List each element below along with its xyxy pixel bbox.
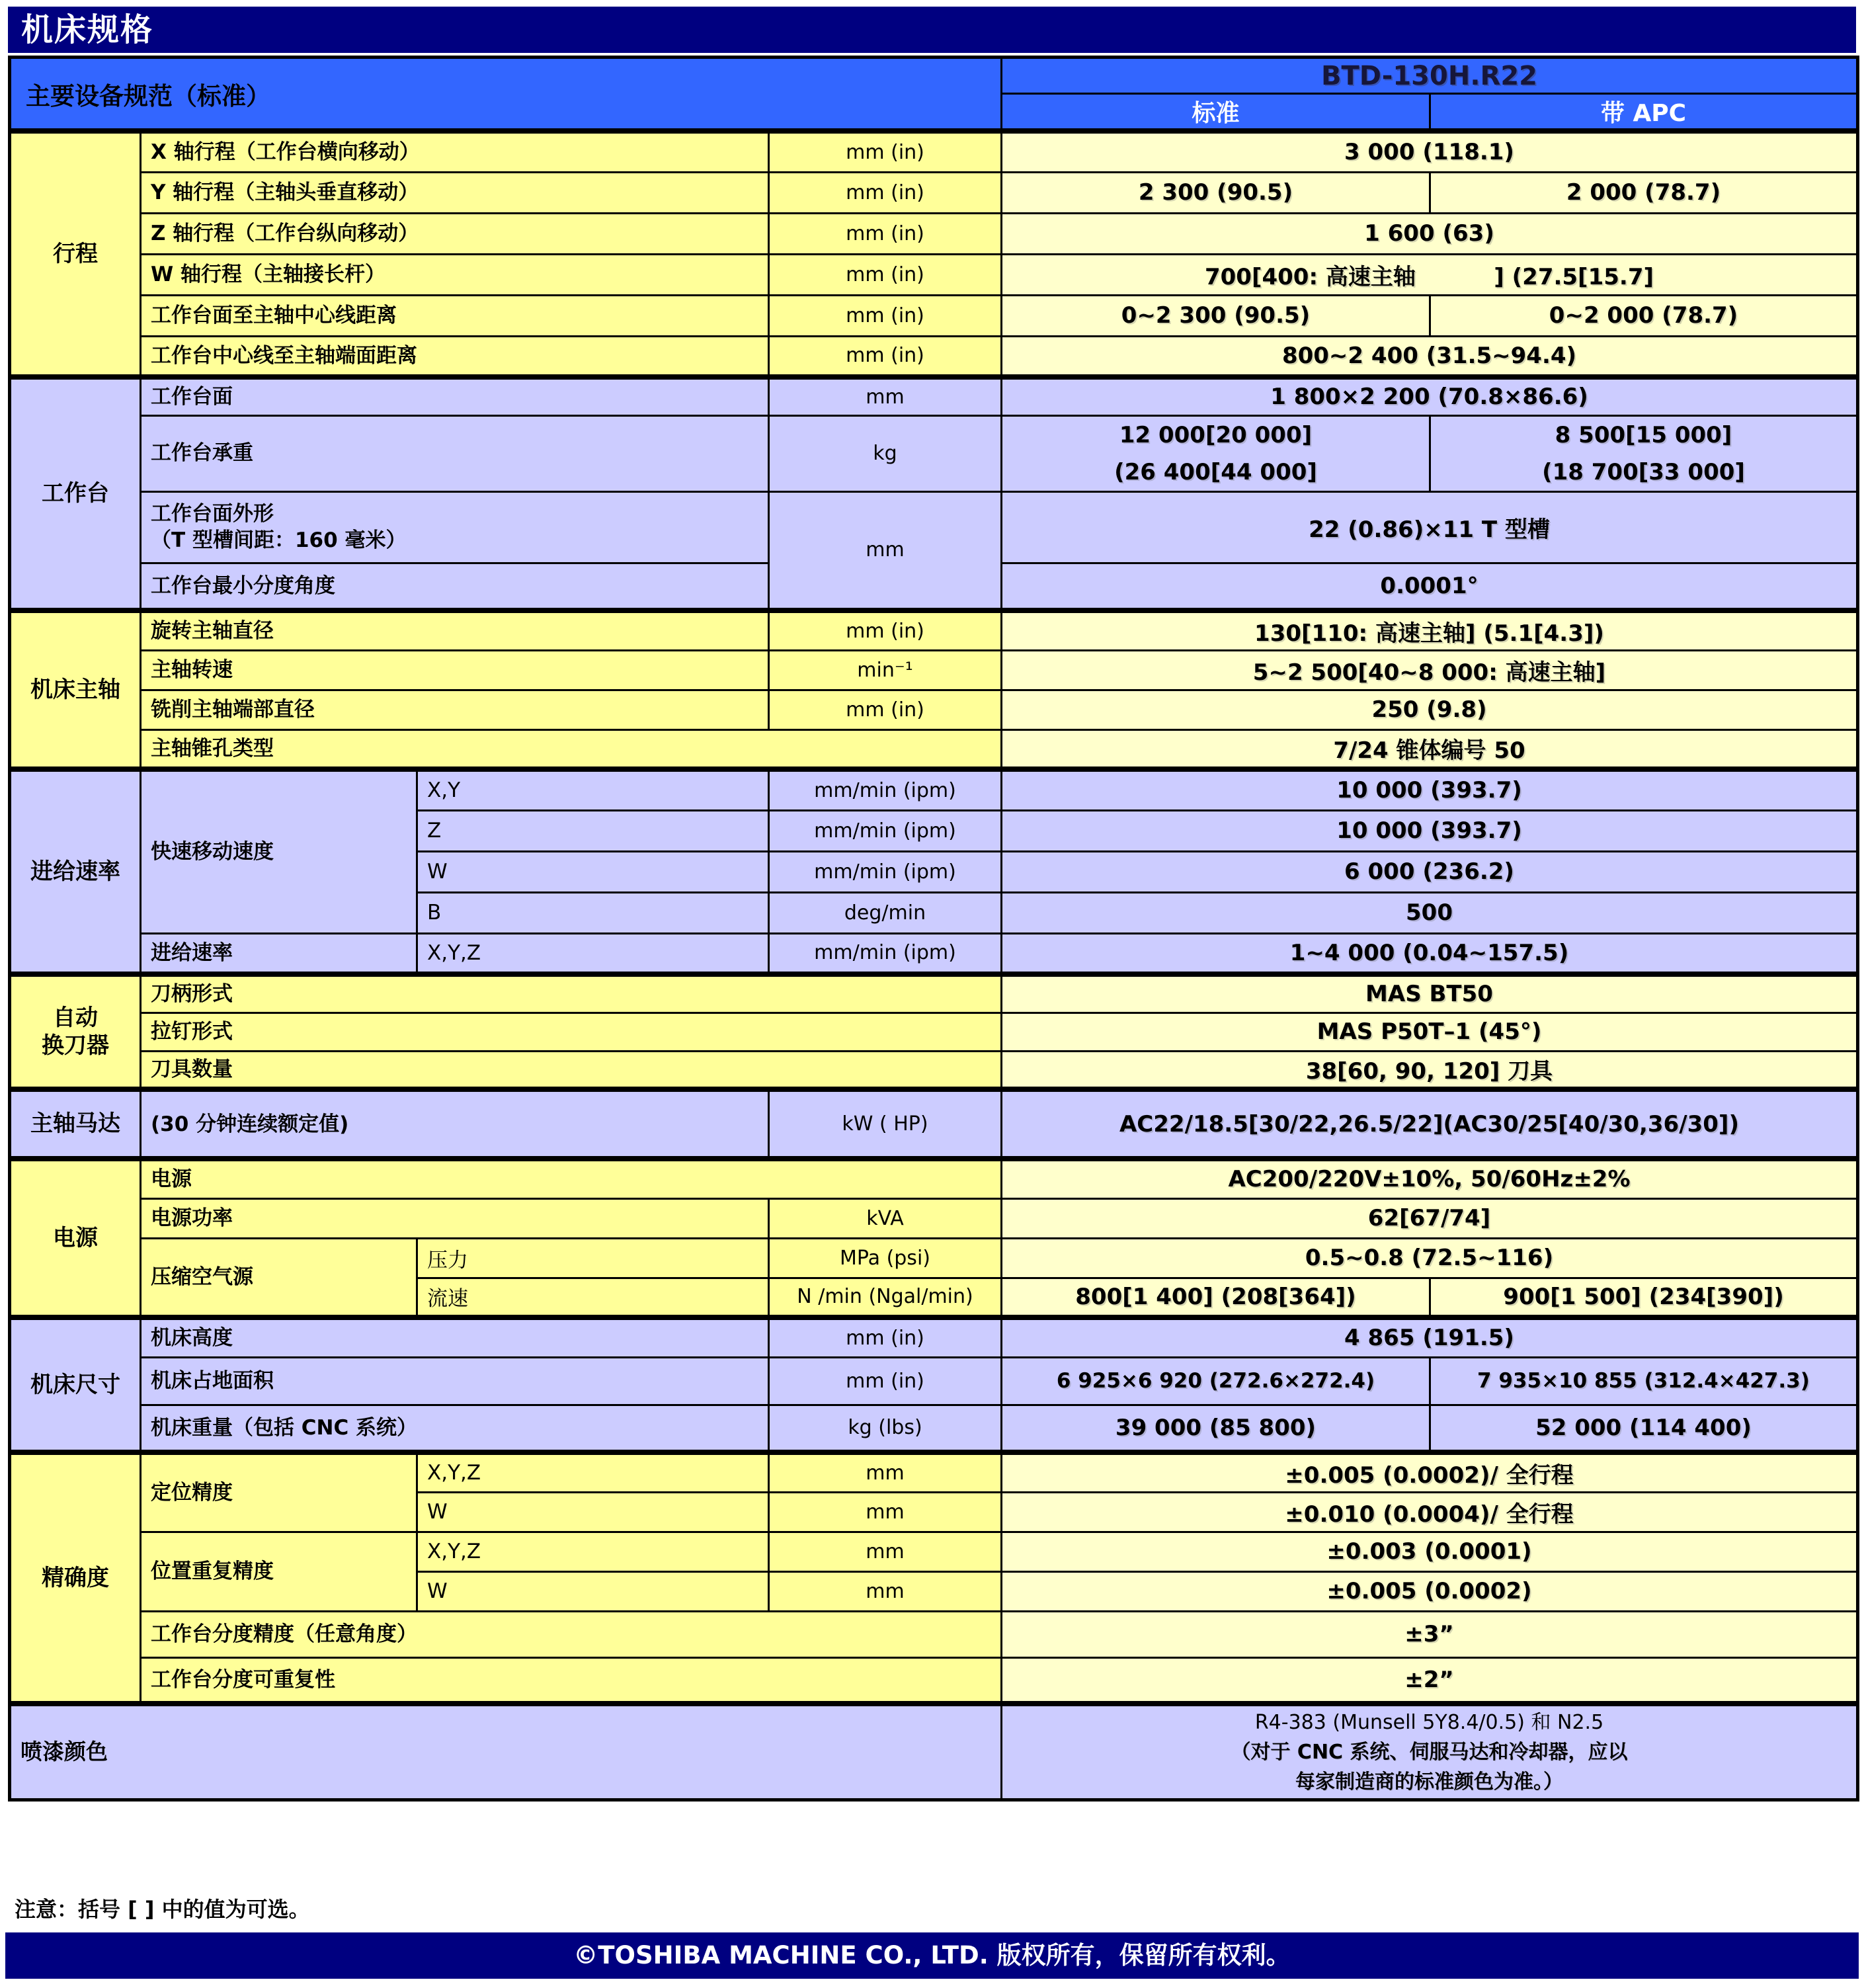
- accuracy-group2-label: 位置重复精度: [141, 1532, 417, 1611]
- accuracy-group1-label: 定位精度: [141, 1452, 417, 1532]
- section-label-dimensions: 机床尺寸: [10, 1317, 141, 1452]
- power-3-value-std: 800[1 400] (208[364]): [1002, 1278, 1430, 1317]
- footnote: 注意：括号 [ ] 中的值为可选。: [15, 1897, 310, 1922]
- travel-2-item: Z 轴行程（工作台纵向移动）: [141, 213, 769, 254]
- feed-0-unit: mm/min (ipm): [769, 769, 1002, 810]
- feed-4-item: 进给速率: [141, 933, 417, 974]
- power-0-value: AC200/220V±10%, 50/60Hz±2%: [1002, 1159, 1858, 1198]
- dims-1-value-std: 6 925×6 920 (272.6×272.4): [1002, 1357, 1430, 1405]
- power-0-item: 电源: [141, 1159, 1002, 1198]
- section-label-accuracy: 精确度: [10, 1452, 141, 1704]
- travel-2-unit: mm (in): [769, 213, 1002, 254]
- spindle-3-item: 主轴锥孔类型: [141, 729, 1002, 769]
- worktable-1-unit: kg: [769, 415, 1002, 491]
- atc-label-line2: 换刀器: [42, 1032, 109, 1059]
- feed-2-unit: mm/min (ipm): [769, 851, 1002, 892]
- power-air-label: 压缩空气源: [141, 1238, 417, 1317]
- spindle-0-value: 130[110: 高速主轴] (5.1[4.3]): [1002, 610, 1858, 650]
- travel-4-item: 工作台面至主轴中心线距离: [141, 295, 769, 336]
- accuracy-0-sub: X,Y,Z: [417, 1452, 769, 1492]
- dims-2-value-std: 39 000 (85 800): [1002, 1405, 1430, 1452]
- spindle-0-unit: mm (in): [769, 610, 1002, 650]
- spindle-3-value: 7/24 锥体编号 50: [1002, 729, 1858, 769]
- worktable-3-value: 0.0001°: [1002, 563, 1858, 610]
- feed-4-sub: X,Y,Z: [417, 933, 769, 974]
- worktable-0-unit: mm: [769, 377, 1002, 415]
- accuracy-2-value: ±0.003 (0.0001): [1002, 1532, 1858, 1571]
- atc-1-item: 拉钉形式: [141, 1013, 1002, 1051]
- travel-5-item: 工作台中心线至主轴端面距离: [141, 336, 769, 377]
- worktable-1-value-apc-line2: (18 700[33 000]: [1542, 458, 1745, 485]
- travel-5-unit: mm (in): [769, 336, 1002, 377]
- feed-4-unit: mm/min (ipm): [769, 933, 1002, 974]
- atc-2-value: 38[60, 90, 120] 刀具: [1002, 1051, 1858, 1089]
- dims-2-item: 机床重量（包括 CNC 系统）: [141, 1405, 769, 1452]
- accuracy-0-value: ±0.005 (0.0002)/ 全行程: [1002, 1452, 1858, 1492]
- travel-5-value: 800~2 400 (31.5~94.4): [1002, 336, 1858, 377]
- dims-2-unit: kg (lbs): [769, 1405, 1002, 1452]
- paint-value: [1002, 1704, 1858, 1800]
- power-2-unit: MPa (psi): [769, 1238, 1002, 1278]
- motor-item: (30 分钟连续额定值): [141, 1089, 769, 1159]
- spec-table: [8, 56, 1859, 1802]
- spindle-0-item: 旋转主轴直径: [141, 610, 769, 650]
- accuracy-3-sub: W: [417, 1571, 769, 1611]
- travel-1-unit: mm (in): [769, 172, 1002, 213]
- power-3-unit: N /min (Ngal/min): [769, 1278, 1002, 1317]
- worktable-2-item: [141, 491, 769, 563]
- worktable-1-value-std-line2: (26 400[44 000]: [1114, 458, 1317, 485]
- atc-label-line1: 自动: [53, 1004, 98, 1031]
- accuracy-2-sub: X,Y,Z: [417, 1532, 769, 1571]
- feed-3-sub: B: [417, 892, 769, 933]
- travel-1-value-std: 2 300 (90.5): [1002, 172, 1430, 213]
- motor-unit: kW ( HP): [769, 1089, 1002, 1159]
- travel-3-unit: mm (in): [769, 254, 1002, 295]
- section-label-travel: 行程: [10, 131, 141, 377]
- power-1-item: 电源功率: [141, 1198, 769, 1238]
- travel-0-value: 3 000 (118.1): [1002, 131, 1858, 172]
- motor-value: AC22/18.5[30/22,26.5/22](AC30/25[40/30,36/30]): [1002, 1089, 1858, 1159]
- power-3-sub: 流速: [417, 1278, 769, 1317]
- accuracy-5-item: 工作台分度可重复性: [141, 1657, 1002, 1704]
- section-label-worktable: 工作台: [10, 377, 141, 610]
- accuracy-3-value: ±0.005 (0.0002): [1002, 1571, 1858, 1611]
- feed-3-value: 500: [1002, 892, 1858, 933]
- spindle-2-value: 250 (9.8): [1002, 690, 1858, 729]
- feed-group-label: 快速移动速度: [141, 769, 417, 933]
- worktable-2-item-line1: 工作台面外形: [151, 501, 274, 526]
- paint-value-line3: 每家制造商的标准颜色为准。）: [1295, 1770, 1563, 1794]
- dims-1-item: 机床占地面积: [141, 1357, 769, 1405]
- dims-0-value: 4 865 (191.5): [1002, 1317, 1858, 1357]
- page-title: 机床规格: [8, 7, 1856, 53]
- power-2-sub: 压力: [417, 1238, 769, 1278]
- travel-1-item: Y 轴行程（主轴头垂直移动）: [141, 172, 769, 213]
- travel-0-item: X 轴行程（工作台横向移动）: [141, 131, 769, 172]
- section-label-power: 电源: [10, 1159, 141, 1317]
- power-3-value-apc: 900[1 500] (234[390]): [1430, 1278, 1858, 1317]
- section-label-spindle: 机床主轴: [10, 610, 141, 769]
- spindle-2-unit: mm (in): [769, 690, 1002, 729]
- feed-3-unit: deg/min: [769, 892, 1002, 933]
- accuracy-0-unit: mm: [769, 1452, 1002, 1492]
- travel-4-unit: mm (in): [769, 295, 1002, 336]
- atc-0-item: 刀柄形式: [141, 974, 1002, 1013]
- atc-2-item: 刀具数量: [141, 1051, 1002, 1089]
- worktable-1-value-apc-line1: 8 500[15 000]: [1555, 421, 1732, 448]
- accuracy-1-value: ±0.010 (0.0004)/ 全行程: [1002, 1492, 1858, 1532]
- accuracy-5-value: ±2”: [1002, 1657, 1858, 1704]
- atc-1-value: MAS P50T–1 (45°): [1002, 1013, 1858, 1051]
- dims-1-unit: mm (in): [769, 1357, 1002, 1405]
- atc-0-value: MAS BT50: [1002, 974, 1858, 1013]
- dims-0-unit: mm (in): [769, 1317, 1002, 1357]
- accuracy-1-sub: W: [417, 1492, 769, 1532]
- section-label-feed: 进给速率: [10, 769, 141, 974]
- feed-2-sub: W: [417, 851, 769, 892]
- feed-0-sub: X,Y: [417, 769, 769, 810]
- section-label-paint: 喷漆颜色: [10, 1704, 1002, 1800]
- travel-3-value: 700[400: 高速主轴 ] (27.5[15.7]: [1002, 254, 1858, 295]
- paint-value-line1: R4-383 (Munsell 5Y8.4/0.5) 和 N2.5: [1254, 1710, 1604, 1734]
- worktable-3-item: 工作台最小分度角度: [141, 563, 769, 610]
- header-col-standard: 标准: [1002, 94, 1430, 132]
- header-col-apc: 带 APC: [1430, 94, 1858, 132]
- feed-4-value: 1~4 000 (0.04~157.5): [1002, 933, 1858, 974]
- accuracy-1-unit: mm: [769, 1492, 1002, 1532]
- worktable-1-value-std: [1002, 415, 1430, 491]
- travel-3-item: W 轴行程（主轴接长杆）: [141, 254, 769, 295]
- section-label-atc: [10, 974, 141, 1089]
- power-2-value: 0.5~0.8 (72.5~116): [1002, 1238, 1858, 1278]
- dims-0-item: 机床高度: [141, 1317, 769, 1357]
- copyright-bar: ©TOSHIBA MACHINE CO., LTD. 版权所有，保留所有权利。: [5, 1932, 1859, 1979]
- spindle-1-value: 5~2 500[40~8 000: 高速主轴]: [1002, 650, 1858, 690]
- dims-2-value-apc: 52 000 (114 400): [1430, 1405, 1858, 1452]
- worktable-2-item-line2: （T 型槽间距：160 毫米）: [151, 528, 407, 553]
- travel-4-value-apc: 0~2 000 (78.7): [1430, 295, 1858, 336]
- feed-1-unit: mm/min (ipm): [769, 810, 1002, 851]
- header-spec-label: 主要设备规范（标准）: [10, 58, 1002, 132]
- worktable-1-value-std-line1: 12 000[20 000]: [1119, 421, 1313, 448]
- travel-4-value-std: 0~2 300 (90.5): [1002, 295, 1430, 336]
- paint-value-line2: （对于 CNC 系统、伺服马达和冷却器，应以: [1231, 1740, 1628, 1764]
- feed-0-value: 10 000 (393.7): [1002, 769, 1858, 810]
- accuracy-2-unit: mm: [769, 1532, 1002, 1571]
- worktable-1-item: 工作台承重: [141, 415, 769, 491]
- spindle-2-item: 铣削主轴端部直径: [141, 690, 769, 729]
- power-1-unit: kVA: [769, 1198, 1002, 1238]
- feed-1-sub: Z: [417, 810, 769, 851]
- accuracy-4-item: 工作台分度精度（任意角度）: [141, 1611, 1002, 1657]
- travel-1-value-apc: 2 000 (78.7): [1430, 172, 1858, 213]
- worktable-0-value: 1 800×2 200 (70.8×86.6): [1002, 377, 1858, 415]
- travel-2-value: 1 600 (63): [1002, 213, 1858, 254]
- feed-1-value: 10 000 (393.7): [1002, 810, 1858, 851]
- travel-0-unit: mm (in): [769, 131, 1002, 172]
- accuracy-4-value: ±3”: [1002, 1611, 1858, 1657]
- header-model: BTD-130H.R22: [1002, 58, 1858, 94]
- worktable-0-item: 工作台面: [141, 377, 769, 415]
- dims-1-value-apc: 7 935×10 855 (312.4×427.3): [1430, 1357, 1858, 1405]
- section-label-motor: 主轴马达: [10, 1089, 141, 1159]
- worktable-1-value-apc: [1430, 415, 1858, 491]
- power-1-value: 62[67/74]: [1002, 1198, 1858, 1238]
- accuracy-3-unit: mm: [769, 1571, 1002, 1611]
- worktable-2-unit: mm: [769, 491, 1002, 610]
- worktable-2-value: 22 (0.86)×11 T 型槽: [1002, 491, 1858, 563]
- spindle-1-item: 主轴转速: [141, 650, 769, 690]
- spindle-1-unit: min⁻¹: [769, 650, 1002, 690]
- feed-2-value: 6 000 (236.2): [1002, 851, 1858, 892]
